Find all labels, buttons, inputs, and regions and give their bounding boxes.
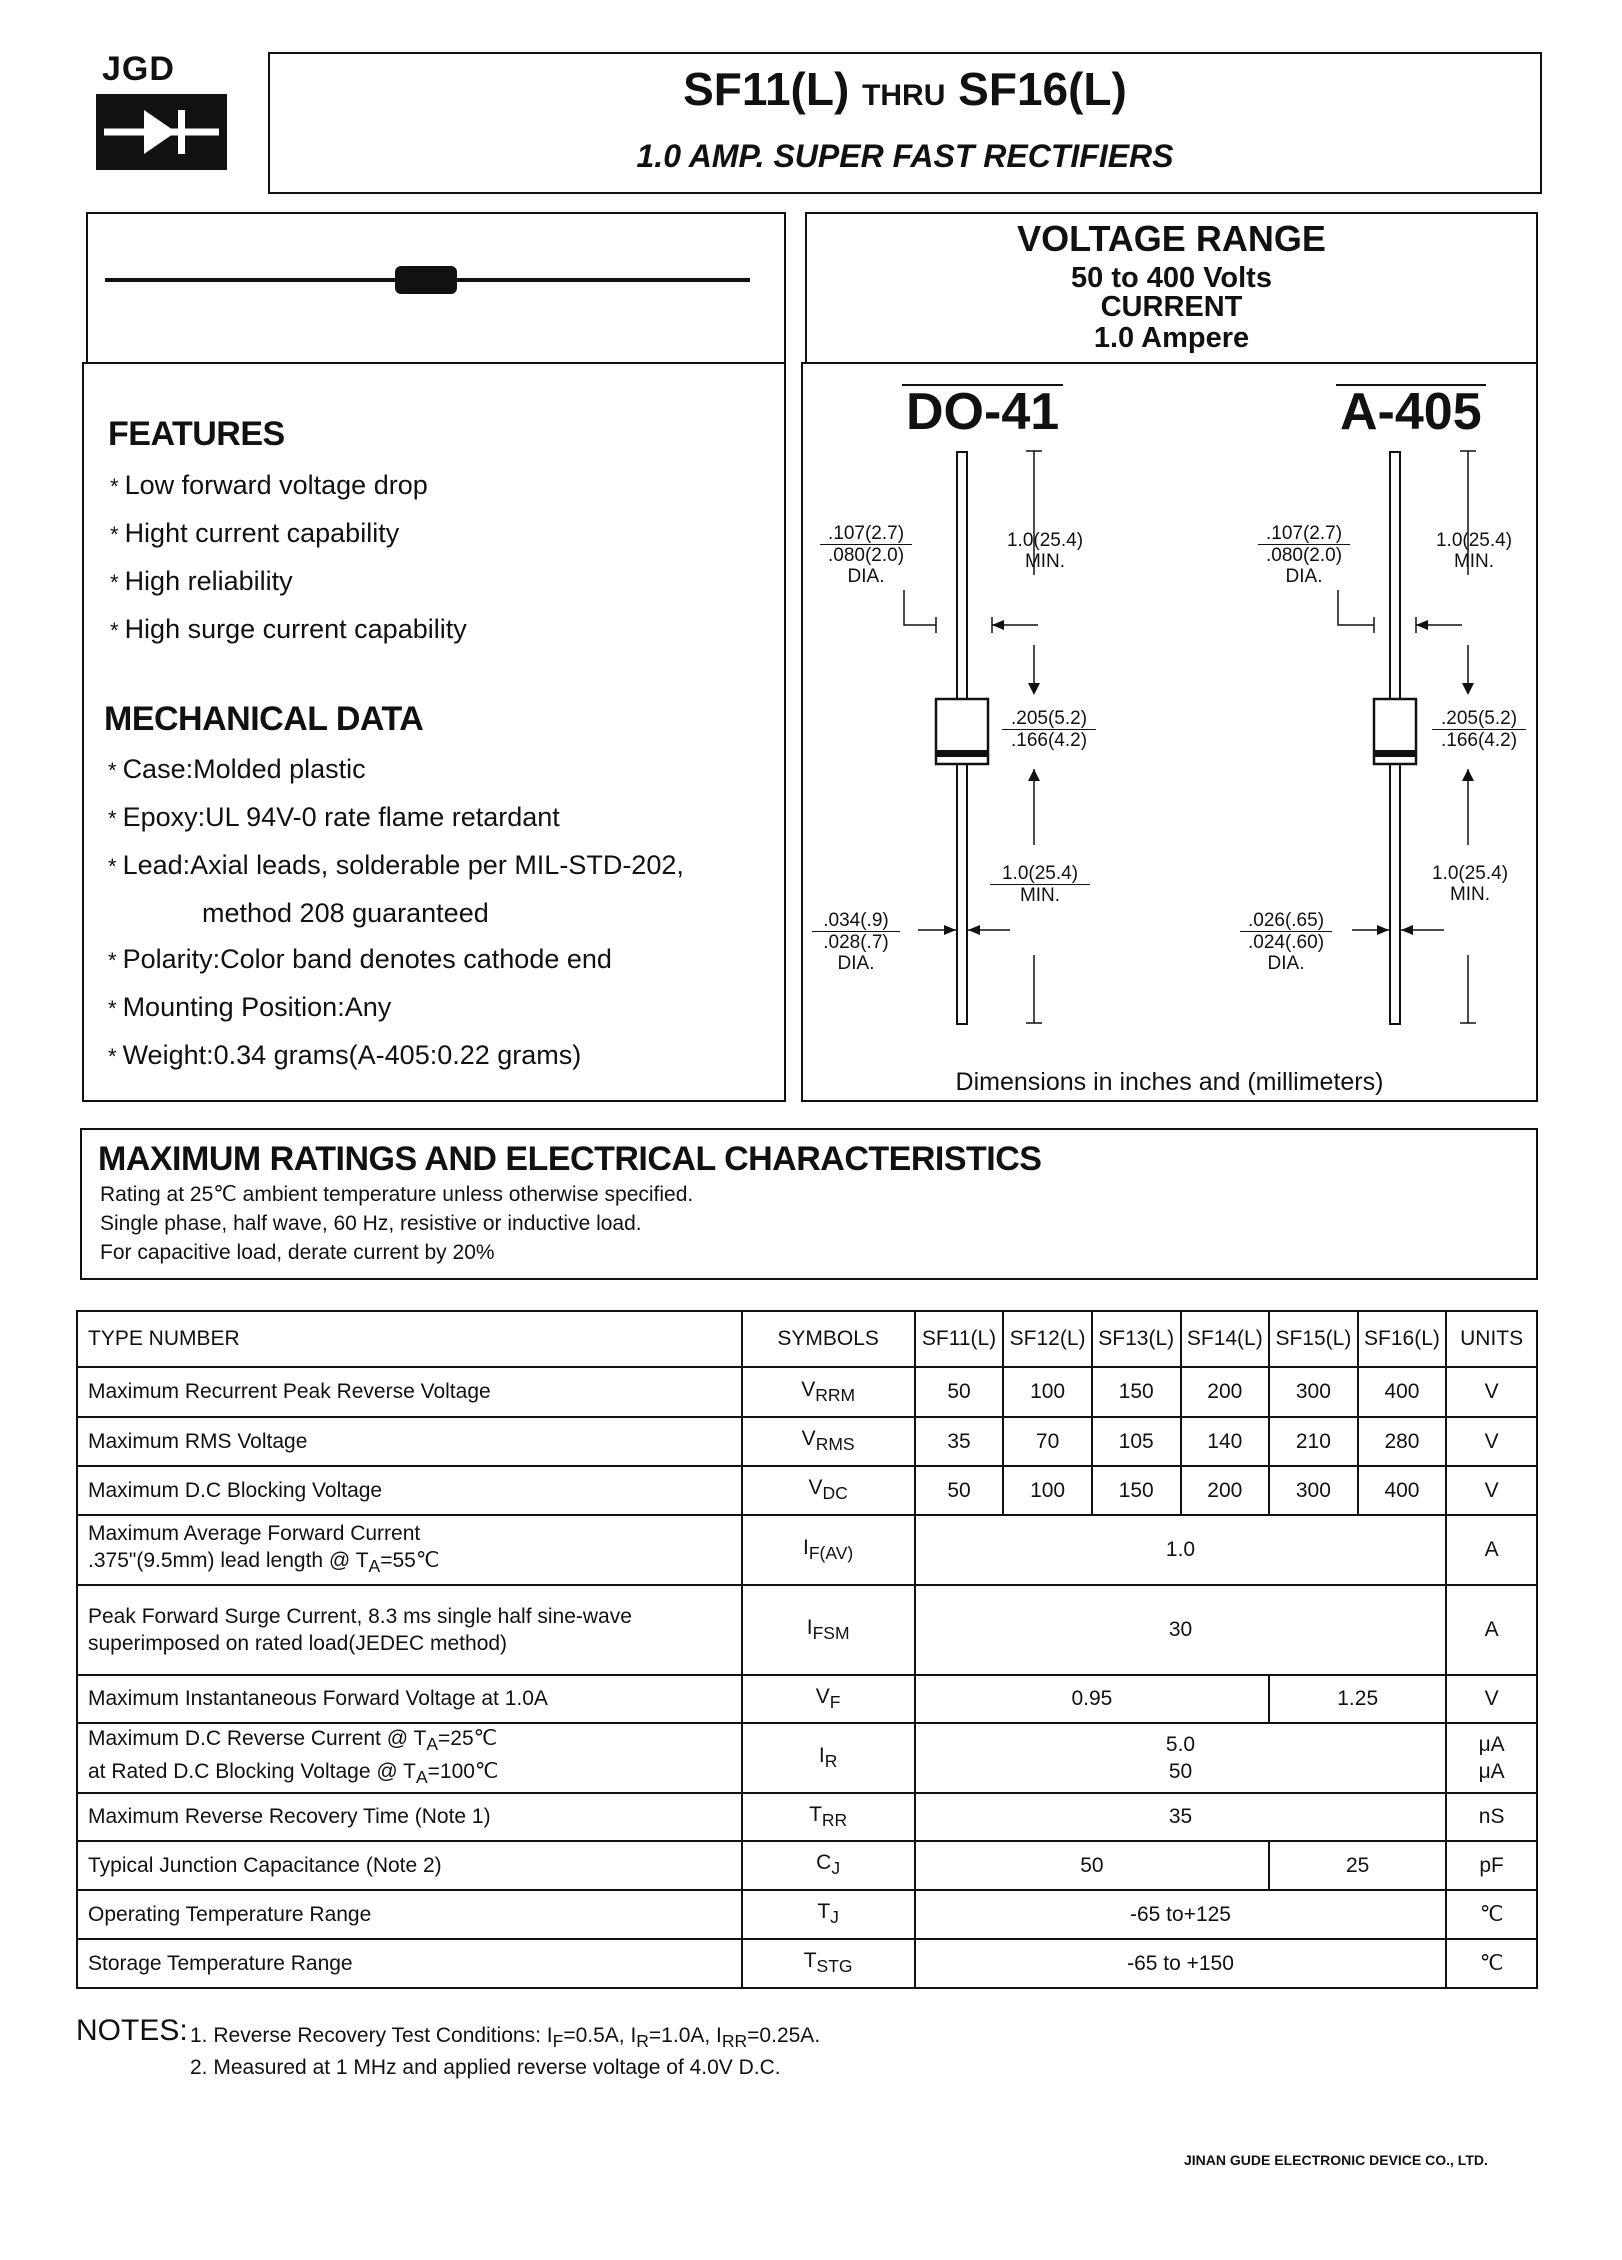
row-unit: pF <box>1446 1841 1537 1890</box>
header-part: SF16(L) <box>1358 1311 1447 1367</box>
logo-icon <box>94 92 229 172</box>
list-item: * Weight:0.34 grams(A-405:0.22 grams) <box>108 1040 582 1070</box>
row-unit: V <box>1446 1675 1537 1723</box>
list-item: * High surge current capability <box>110 614 467 644</box>
row-value: 30 <box>915 1585 1447 1675</box>
ratings-heading: MAXIMUM RATINGS AND ELECTRICAL CHARACTERISTICS <box>98 1140 1042 1178</box>
table-row <box>77 1675 1537 1723</box>
table-row <box>77 1367 1537 1417</box>
row-unit: nS <box>1446 1793 1537 1841</box>
row-value: 140 <box>1181 1417 1270 1466</box>
table-row <box>77 1890 1537 1939</box>
row-value: 200 <box>1181 1466 1270 1515</box>
page-title: SF11(L) THRU SF16(L) <box>683 63 1127 115</box>
row-symbol: $V_{DC}$ <box>742 1466 915 1515</box>
a405-lead-len-top: 1.0(25.4) MIN. <box>1435 530 1513 572</box>
a405-lead-dia: .107(2.7) .080(2.0) DIA. <box>1258 523 1350 587</box>
row-label: Maximum Average Forward Current .375"(9.5mm) lead length @ $T_A=55℃$ <box>77 1515 742 1585</box>
list-item: * Case:Molded plastic <box>108 754 366 784</box>
diode-image <box>105 262 750 298</box>
features-heading: FEATURES <box>108 415 285 453</box>
row-label: Storage Temperature Range <box>77 1939 742 1988</box>
do41-name: DO-41 <box>902 384 1063 438</box>
do41-lead-dia: .107(2.7) .080(2.0) DIA. <box>820 523 912 587</box>
dimensions-note: Dimensions in inches and (millimeters) <box>955 1068 1384 1096</box>
row-value: 300 <box>1269 1466 1358 1515</box>
row-symbol: $C_J$ <box>742 1841 915 1890</box>
page-subtitle: 1.0 AMP. SUPER FAST RECTIFIERS <box>636 138 1174 174</box>
row-value: 35 <box>915 1417 1004 1466</box>
table-row <box>77 1723 1537 1793</box>
row-label: Maximum D.C Reverse Current @ $T_A=25℃$ at Rated D.C Blocking Voltage @ $T_A=100℃$ <box>77 1723 742 1793</box>
row-symbol: $V_{RRM}$ <box>742 1367 915 1417</box>
note-1: 1. Reverse Recovery Test Conditions: $I_F=0.5A$, $I_R=1.0A$, $I_{RR}=0.25A$. <box>190 2024 821 2052</box>
row-value: 50 <box>915 1367 1004 1417</box>
header-type: TYPE NUMBER <box>77 1311 742 1367</box>
row-value: 70 <box>1003 1417 1092 1466</box>
row-value: 0.95 <box>915 1675 1269 1723</box>
list-item: * Mounting Position:Any <box>108 992 392 1022</box>
row-value: 50 <box>915 1466 1004 1515</box>
row-value: 100 <box>1003 1466 1092 1515</box>
row-unit: ℃ <box>1446 1939 1537 1988</box>
header-part: SF12(L) <box>1003 1311 1092 1367</box>
table-row <box>77 1841 1537 1890</box>
table-row <box>77 1585 1537 1675</box>
voltage-range-value: 50 to 400 Volts <box>1071 262 1272 294</box>
header-part: SF13(L) <box>1092 1311 1181 1367</box>
row-unit: V <box>1446 1367 1537 1417</box>
list-item: * Low forward voltage drop <box>110 470 428 500</box>
row-symbol: $V_F$ <box>742 1675 915 1723</box>
do41-lead-len-bottom: 1.0(25.4) MIN. <box>990 863 1090 906</box>
header-symbols: SYMBOLS <box>742 1311 915 1367</box>
row-value: 1.25 <box>1269 1675 1446 1723</box>
features-list <box>110 462 467 654</box>
row-symbol: $V_{RMS}$ <box>742 1417 915 1466</box>
row-value: 300 <box>1269 1367 1358 1417</box>
row-symbol: $I_{FSM}$ <box>742 1585 915 1675</box>
row-unit: A <box>1446 1585 1537 1675</box>
header-part: SF15(L) <box>1269 1311 1358 1367</box>
footer-company: JINAN GUDE ELECTRONIC DEVICE CO., LTD. <box>1184 2152 1488 2168</box>
list-item: * Epoxy:UL 94V-0 rate flame retardant <box>108 802 560 832</box>
do41-body-len: .205(5.2) .166(4.2) <box>1002 708 1096 751</box>
ratings-notes: Rating at 25℃ ambient temperature unless otherwise specified. Single phase, half wave, 60 Hz, resistive or inductive load. For capacitive load, derate current by 20% <box>100 1183 694 1264</box>
row-value: 150 <box>1092 1466 1181 1515</box>
row-value: 100 <box>1003 1367 1092 1417</box>
logo-text: JGD <box>102 50 175 88</box>
row-symbol: $T_{STG}$ <box>742 1939 915 1988</box>
list-item: method 208 guaranteed <box>202 898 489 928</box>
current-value: 1.0 Ampere <box>1093 322 1250 354</box>
row-value: 210 <box>1269 1417 1358 1466</box>
row-unit: μA μA <box>1446 1723 1537 1793</box>
current-label: CURRENT <box>1100 291 1243 323</box>
row-value: 200 <box>1181 1367 1270 1417</box>
row-value: 25 <box>1269 1841 1446 1890</box>
notes-label: NOTES: <box>76 2014 188 2047</box>
row-symbol: $I_R$ <box>742 1723 915 1793</box>
row-label: Maximum Instantaneous Forward Voltage at 1.0A <box>77 1675 742 1723</box>
row-symbol: $I_{F(AV)}$ <box>742 1515 915 1585</box>
characteristics-table <box>76 1310 1538 1989</box>
row-unit: A <box>1446 1515 1537 1585</box>
row-value: 280 <box>1358 1417 1447 1466</box>
row-value: -65 to+125 <box>915 1890 1447 1939</box>
row-value: 400 <box>1358 1466 1447 1515</box>
row-label: Maximum RMS Voltage <box>77 1417 742 1466</box>
row-label: Typical Junction Capacitance (Note 2) <box>77 1841 742 1890</box>
row-value: 35 <box>915 1793 1447 1841</box>
table-row <box>77 1939 1537 1988</box>
row-value: 5.0 50 <box>915 1723 1447 1793</box>
row-label: Maximum D.C Blocking Voltage <box>77 1466 742 1515</box>
do41-lead-len-top: 1.0(25.4) MIN. <box>1006 530 1084 572</box>
a405-body-len: .205(5.2) .166(4.2) <box>1432 708 1526 751</box>
row-label: Maximum Reverse Recovery Time (Note 1) <box>77 1793 742 1841</box>
row-symbol: $T_{RR}$ <box>742 1793 915 1841</box>
table-row <box>77 1515 1537 1585</box>
do41-wire-dia: .034(.9) .028(.7) DIA. <box>812 910 900 974</box>
row-value: -65 to +150 <box>915 1939 1447 1988</box>
row-unit: V <box>1446 1466 1537 1515</box>
row-value: 105 <box>1092 1417 1181 1466</box>
a405-wire-dia: .026(.65) .024(.60) DIA. <box>1240 910 1332 974</box>
row-symbol: $T_J$ <box>742 1890 915 1939</box>
row-label: Peak Forward Surge Current, 8.3 ms single half sine-wave superimposed on rated load(JEDEC method) <box>77 1585 742 1675</box>
table-header-row <box>77 1311 1537 1367</box>
row-label: Operating Temperature Range <box>77 1890 742 1939</box>
table-row <box>77 1466 1537 1515</box>
row-unit: V <box>1446 1417 1537 1466</box>
mechanical-heading: MECHANICAL DATA <box>104 700 424 738</box>
header-units: UNITS <box>1446 1311 1537 1367</box>
note-2: 2. Measured at 1 MHz and applied reverse voltage of 4.0V D.C. <box>190 2056 781 2079</box>
row-unit: ℃ <box>1446 1890 1537 1939</box>
row-label: Maximum Recurrent Peak Reverse Voltage <box>77 1367 742 1417</box>
header-part: SF14(L) <box>1181 1311 1270 1367</box>
table-row <box>77 1793 1537 1841</box>
row-value: 400 <box>1358 1367 1447 1417</box>
voltage-range-label: VOLTAGE RANGE <box>1017 218 1326 259</box>
list-item: * Hight current capability <box>110 518 400 548</box>
a405-lead-len-bottom: 1.0(25.4) MIN. <box>1431 863 1509 905</box>
header-part: SF11(L) <box>915 1311 1004 1367</box>
row-value: 150 <box>1092 1367 1181 1417</box>
list-item: * High reliability <box>110 566 293 596</box>
mechanical-list <box>108 746 684 1080</box>
table-row <box>77 1417 1537 1466</box>
row-value: 1.0 <box>915 1515 1447 1585</box>
a405-name: A-405 <box>1336 384 1486 438</box>
list-item: * Polarity:Color band denotes cathode end <box>108 944 612 974</box>
list-item: * Lead:Axial leads, solderable per MIL-STD-202, <box>108 850 684 880</box>
row-value: 50 <box>915 1841 1269 1890</box>
